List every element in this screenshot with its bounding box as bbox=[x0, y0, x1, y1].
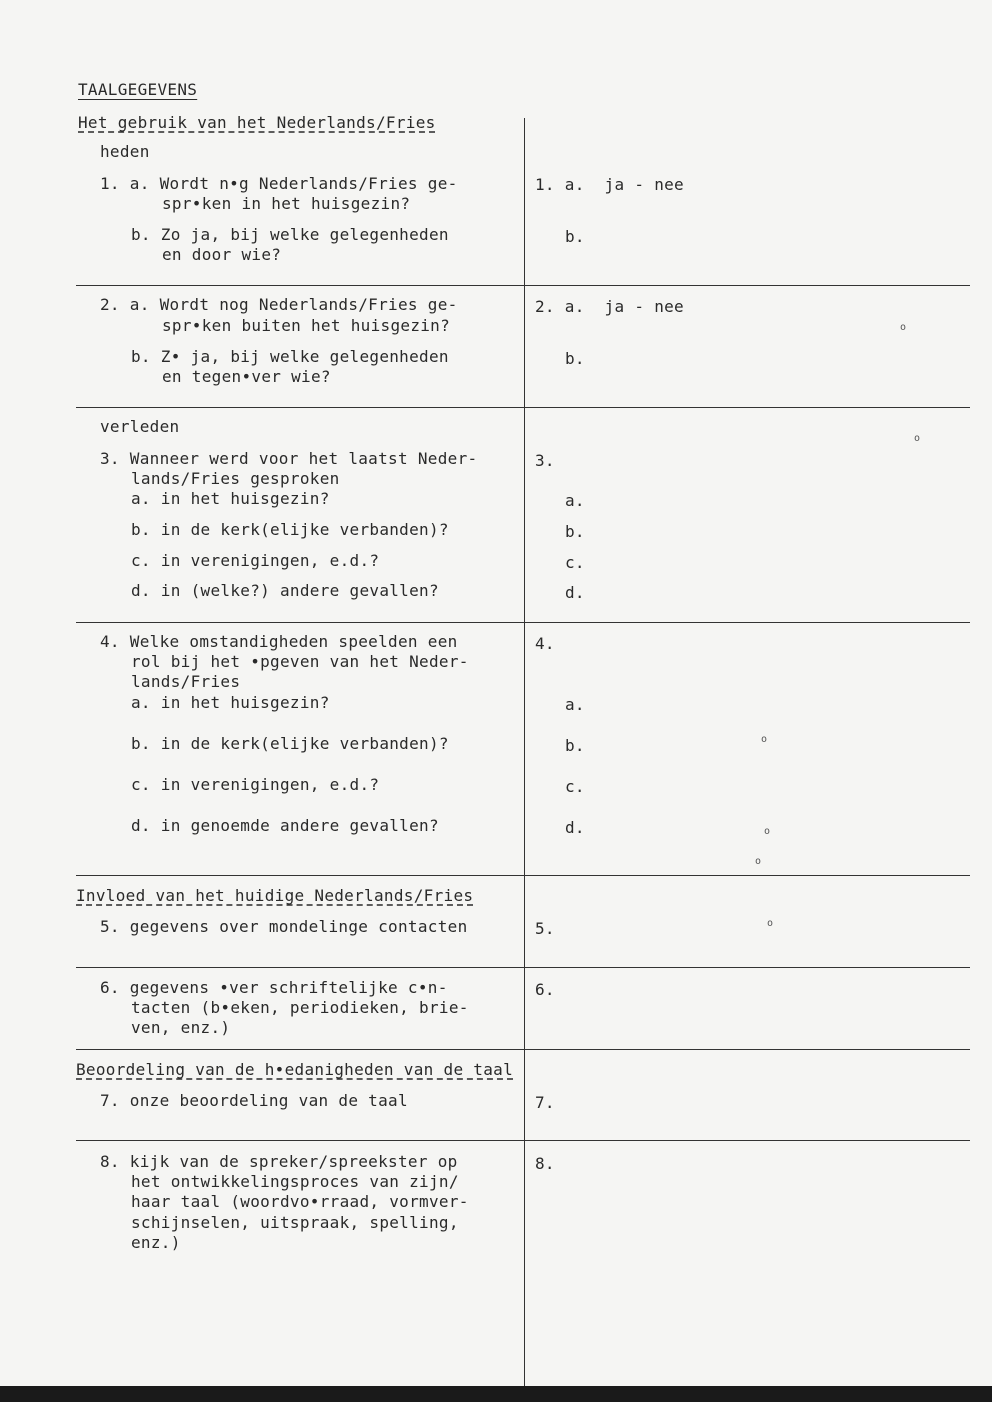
question-2a-line2: spr•ken buiten het huisgezin? bbox=[162, 316, 451, 335]
answer-4a: a. bbox=[565, 695, 585, 714]
question-1a-line2: spr•ken in het huisgezin? bbox=[162, 194, 411, 213]
question-3-line2: lands/Fries gesproken bbox=[131, 469, 340, 488]
question-8-line1: 8. kijk van de spreker/spreekster op bbox=[100, 1152, 458, 1171]
section-heading-usage: Het gebruik van het Nederlands/Fries bbox=[78, 113, 436, 132]
question-8-line2: het ontwikkelingsproces van zijn/ bbox=[131, 1172, 459, 1191]
question-6-line3: ven, enz.) bbox=[131, 1018, 231, 1037]
row-divider bbox=[76, 875, 970, 876]
subheading-past: verleden bbox=[100, 417, 180, 436]
answer-3b: b. bbox=[565, 522, 585, 541]
answer-1a: 1. a. ja - nee bbox=[535, 175, 684, 194]
paper-speck: o bbox=[764, 826, 771, 837]
question-4-line1: 4. Welke omstandigheden speelden een bbox=[100, 632, 458, 651]
question-2b-line1: b. Z• ja, bij welke gelegenheden bbox=[131, 347, 449, 366]
question-1a-line1: 1. a. Wordt n•g Nederlands/Fries ge- bbox=[100, 174, 458, 193]
question-4a: a. in het huisgezin? bbox=[131, 693, 330, 712]
question-6-line2: tacten (b•eken, periodieken, brie- bbox=[131, 998, 469, 1017]
answer-3a: a. bbox=[565, 491, 585, 510]
answer-6: 6. bbox=[535, 980, 555, 999]
scan-edge-bar bbox=[0, 1386, 992, 1402]
question-2b-line2: en tegen•ver wie? bbox=[162, 367, 331, 386]
answer-1b: b. bbox=[565, 227, 585, 246]
question-2a-line1: 2. a. Wordt nog Nederlands/Fries ge- bbox=[100, 295, 458, 314]
paper-speck: o bbox=[755, 856, 762, 867]
paper-speck: o bbox=[914, 433, 921, 444]
row-divider bbox=[76, 967, 970, 968]
answer-3d: d. bbox=[565, 583, 585, 602]
answer-7: 7. bbox=[535, 1093, 555, 1112]
section-heading-influence: Invloed van het huidige Nederlands/Fries bbox=[76, 886, 474, 905]
question-6-line1: 6. gegevens •ver schriftelijke c•n- bbox=[100, 978, 448, 997]
section-heading-assessment: Beoordeling van de h•edanigheden van de taal bbox=[76, 1060, 514, 1079]
question-1b-line2: en door wie? bbox=[162, 245, 282, 264]
answer-4b: b. bbox=[565, 736, 585, 755]
question-3b: b. in de kerk(elijke verbanden)? bbox=[131, 520, 449, 539]
question-8-line5: enz.) bbox=[131, 1233, 181, 1252]
paper-speck: o bbox=[767, 918, 774, 929]
question-3d: d. in (welke?) andere gevallen? bbox=[131, 581, 439, 600]
subheading-now: heden bbox=[100, 142, 150, 161]
answer-4c: c. bbox=[565, 777, 585, 796]
answer-4: 4. bbox=[535, 634, 555, 653]
question-1b-line1: b. Zo ja, bij welke gelegenheden bbox=[131, 225, 449, 244]
question-3-line1: 3. Wanneer werd voor het laatst Neder- bbox=[100, 449, 478, 468]
page-title: TAALGEGEVENS bbox=[78, 80, 198, 99]
answer-2b: b. bbox=[565, 349, 585, 368]
row-divider bbox=[76, 1049, 970, 1050]
answer-2a: 2. a. ja - nee bbox=[535, 297, 684, 316]
row-divider bbox=[76, 1140, 970, 1141]
answer-5: 5. bbox=[535, 919, 555, 938]
question-5: 5. gegevens over mondelinge contacten bbox=[100, 917, 468, 936]
row-divider bbox=[76, 285, 970, 286]
question-4b: b. in de kerk(elijke verbanden)? bbox=[131, 734, 449, 753]
question-3c: c. in verenigingen, e.d.? bbox=[131, 551, 380, 570]
answer-4d: d. bbox=[565, 818, 585, 837]
row-divider bbox=[76, 407, 970, 408]
question-7: 7. onze beoordeling van de taal bbox=[100, 1091, 408, 1110]
question-4-line2: rol bij het •pgeven van het Neder- bbox=[131, 652, 469, 671]
column-divider bbox=[524, 118, 525, 1388]
question-4-line3: lands/Fries bbox=[131, 672, 241, 691]
row-divider bbox=[76, 622, 970, 623]
answer-8: 8. bbox=[535, 1154, 555, 1173]
answer-3c: c. bbox=[565, 553, 585, 572]
question-8-line3: haar taal (woordvo•rraad, vormver- bbox=[131, 1192, 469, 1211]
question-3a: a. in het huisgezin? bbox=[131, 489, 330, 508]
paper-speck: o bbox=[761, 734, 768, 745]
question-4c: c. in verenigingen, e.d.? bbox=[131, 775, 380, 794]
paper-speck: o bbox=[900, 322, 907, 333]
question-8-line4: schijnselen, uitspraak, spelling, bbox=[131, 1213, 459, 1232]
question-4d: d. in genoemde andere gevallen? bbox=[131, 816, 439, 835]
answer-3: 3. bbox=[535, 451, 555, 470]
